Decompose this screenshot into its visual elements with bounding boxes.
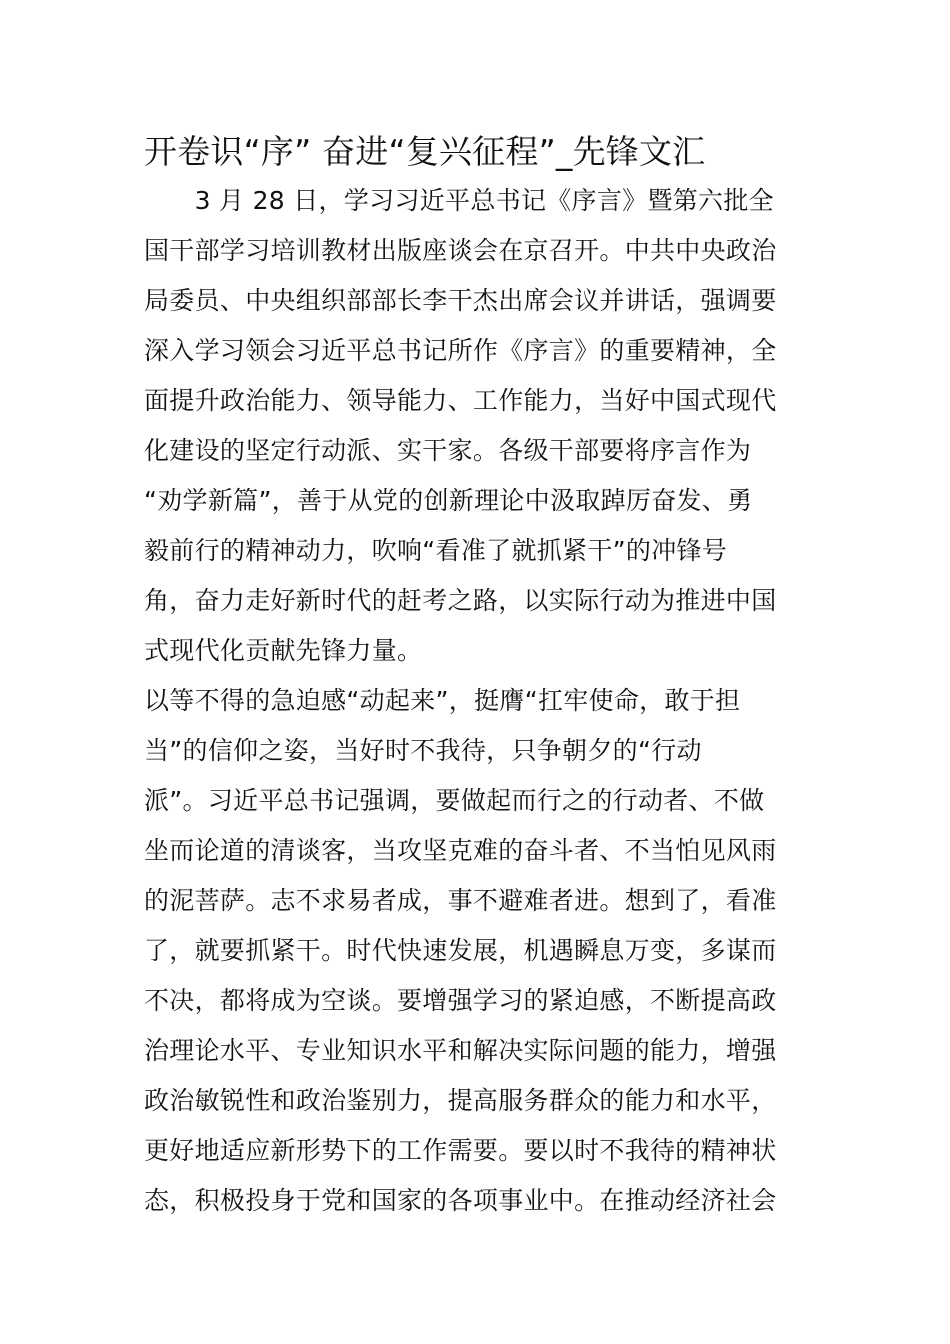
body-line: 不决，都将成为空谈。要增强学习的紧迫感，不断提高政 (144, 986, 777, 1015)
body-line: 化建设的坚定行动派、实干家。各级干部要将序言作为 (144, 436, 752, 465)
body-line: 角，奋力走好新时代的赶考之路，以实际行动为推进中国 (144, 586, 777, 615)
body-line: 国干部学习培训教材出版座谈会在京召开。中共中央政治 (144, 236, 777, 265)
body-line: 以等不得的急迫感“动起来”，挺膺“扛牢使命，敢于担 (144, 686, 741, 715)
body-line: 当”的信仰之姿，当好时不我待，只争朝夕的“行动 (144, 736, 702, 765)
body-line: 局委员、中央组织部部长李干杰出席会议并讲话，强调要 (144, 286, 777, 315)
body-line: 式现代化贡献先锋力量。 (144, 636, 423, 665)
body-line: 的泥菩萨。志不求易者成，事不避难者进。想到了，看准 (144, 886, 777, 915)
document-body (144, 176, 808, 1226)
body-line: 派”。习近平总书记强调，要做起而行之的行动者、不做 (144, 786, 765, 815)
body-line: 更好地适应新形势下的工作需要。要以时不我待的精神状 (144, 1136, 777, 1165)
body-line: 深入学习领会习近平总书记所作《序言》的重要精神，全 (144, 336, 777, 365)
body-line: 治理论水平、专业知识水平和解决实际问题的能力，增强 (144, 1036, 777, 1065)
body-line: 面提升政治能力、领导能力、工作能力，当好中国式现代 (144, 386, 777, 415)
body-line: 了，就要抓紧干。时代快速发展，机遇瞬息万变，多谋而 (144, 936, 777, 965)
body-line: 毅前行的精神动力，吹响“看准了就抓紧干”的冲锋号 (144, 536, 728, 565)
body-line: 坐而论道的清谈客，当攻坚克难的奋斗者、不当怕见风雨 (144, 836, 777, 865)
body-line: 政治敏锐性和政治鉴别力，提高服务群众的能力和水平， (144, 1086, 777, 1115)
document-title: 开卷识“序” 奋进“复兴征程”_先锋文汇 (144, 132, 706, 171)
body-line: “劝学新篇”，善于从党的创新理论中汲取踔厉奋发、勇 (144, 486, 753, 515)
body-line: 3 月 28 日，学习习近平总书记《序言》暨第六批全 (144, 186, 774, 215)
body-line: 态，积极投身于党和国家的各项事业中。在推动经济社会 (144, 1186, 777, 1215)
